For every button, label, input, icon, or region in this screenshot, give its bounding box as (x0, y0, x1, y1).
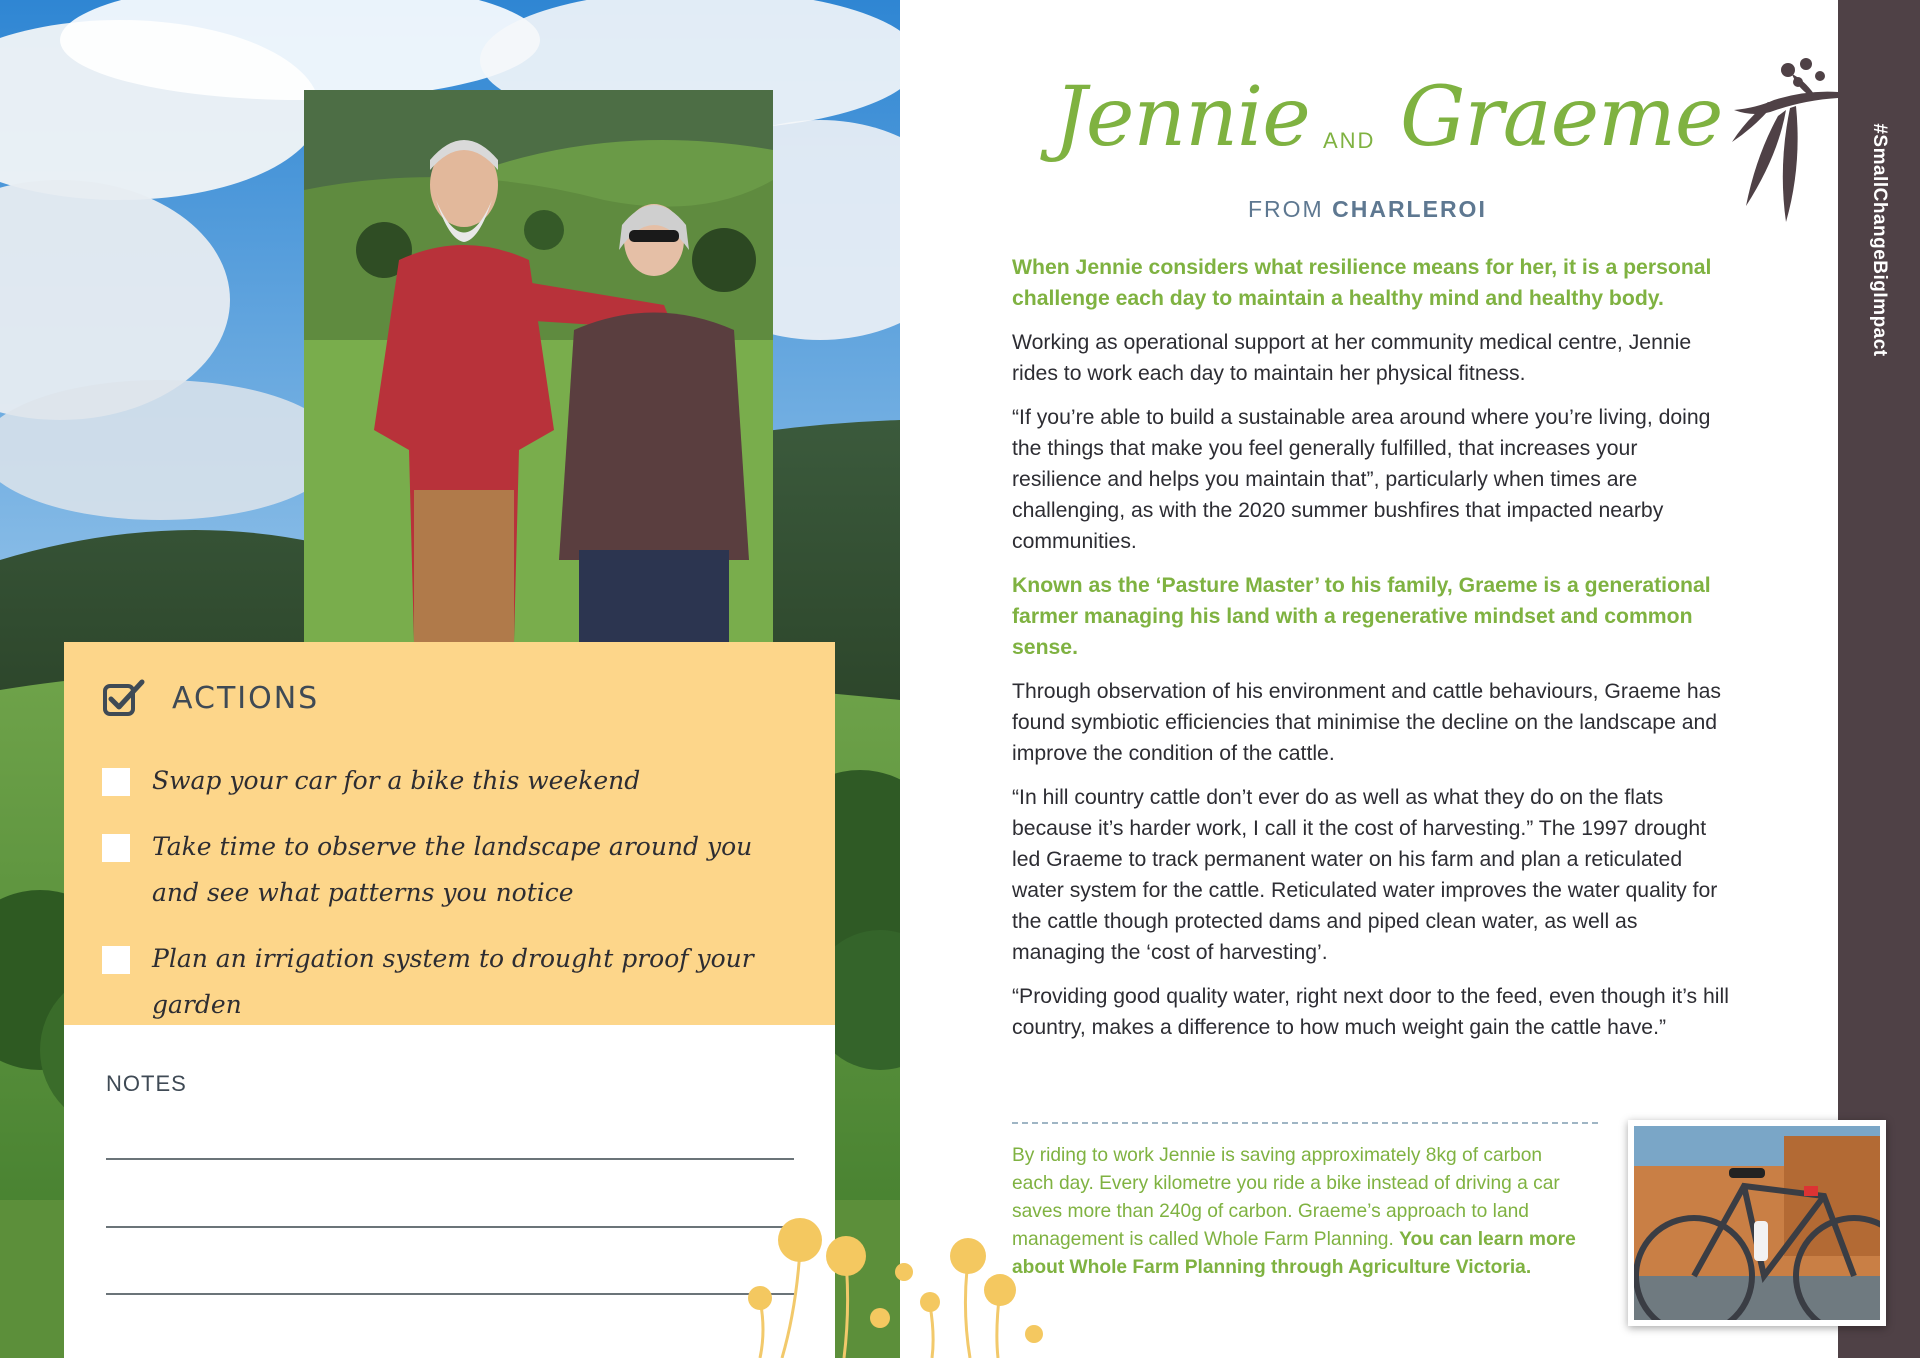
title-name-graeme: Graeme (1400, 70, 1723, 165)
fact-link-text[interactable]: You can learn more about Whole Farm Planning through Agriculture Victoria. (1012, 1229, 1576, 1278)
from-label: FROM (1248, 196, 1324, 222)
title-name-jennie: Jennie (1054, 70, 1310, 165)
story-body (1012, 252, 1732, 1056)
bike-photo (1628, 1120, 1886, 1326)
title (1040, 70, 1723, 190)
eucalyptus-leaf-icon (1726, 56, 1842, 222)
notes-box (64, 1025, 835, 1358)
quote-paragraph: “In hill country cattle don’t ever do as well as what they do on the flats because it’s harder work, I call it the cost of harvesting.” The 1997 drought led Graeme to track permanent water on his farm and plan a reticulated water system for the cattle. Reticulated water improves the water quality for the cattle though protected dams and piped clean water, as well as managing the ‘cost of harvesting’. (1012, 786, 1718, 964)
note-line[interactable] (106, 1226, 794, 1228)
action-checkbox[interactable] (102, 768, 130, 796)
action-text: Plan an irrigation system to drought proof your garden (152, 944, 754, 1019)
quote-paragraph: “If you’re able to build a sustainable area around where you’re living, doing the things that make you feel generally fulfilled, that increases your resilience and helps you maintain that”, particularly when times are challenging, as with the 2020 summer bushfires that impacted nearby communities. (1012, 406, 1711, 553)
lead-paragraph: When Jennie considers what resilience means for her, it is a personal challenge each day to maintain a healthy mind and healthy body. (1012, 256, 1712, 310)
hashtag: #SmallChangeBigImpact (1869, 123, 1890, 357)
actions-box (64, 642, 835, 1025)
note-line[interactable] (106, 1158, 794, 1160)
body-paragraph: Through observation of his environment and cattle behaviours, Graeme has found symbiotic efficiencies that minimise the decline on the landscape and improve the condition of the cattle. (1012, 680, 1722, 765)
action-item (102, 766, 762, 804)
action-checkbox[interactable] (102, 834, 130, 862)
dandelion-flowers (730, 1210, 1050, 1358)
fact-box (1012, 1142, 1582, 1282)
subtitle-location (1248, 196, 1487, 223)
checkbox-tick-icon (102, 678, 146, 718)
actions-header (102, 678, 319, 718)
fact-text: By riding to work Jennie is saving approximately 8kg of carbon each day. Every kilometre you ride a bike instead of driving a car saves more than 240g of carbon. Graeme’s approach to land management is called Whole Farm Planning. (1012, 1145, 1560, 1250)
body-paragraph: Working as operational support at her community medical centre, Jennie rides to work each day to maintain her physical fitness. (1012, 331, 1692, 385)
note-line[interactable] (106, 1293, 794, 1295)
lead-paragraph: Known as the ‘Pasture Master’ to his family, Graeme is a generational farmer managing his land with a regenerative mindset and common sense. (1012, 574, 1711, 659)
left-page (0, 0, 900, 1358)
action-item (102, 944, 762, 1028)
dashed-divider (1012, 1122, 1598, 1124)
notes-label: NOTES (106, 1071, 187, 1096)
action-checkbox[interactable] (102, 946, 130, 974)
title-connector: AND (1323, 128, 1376, 153)
from-place: CHARLEROI (1332, 196, 1487, 222)
quote-paragraph: “Providing good quality water, right next door to the feed, even though it’s hill country, makes a difference to how much weight gain the cattle have.” (1012, 985, 1729, 1039)
portrait-photo (304, 90, 773, 642)
action-text: Swap your car for a bike this weekend (152, 766, 641, 795)
action-text: Take time to observe the landscape around you and see what patterns you notice (152, 832, 753, 907)
action-item (102, 832, 762, 916)
actions-heading: ACTIONS (172, 680, 320, 716)
